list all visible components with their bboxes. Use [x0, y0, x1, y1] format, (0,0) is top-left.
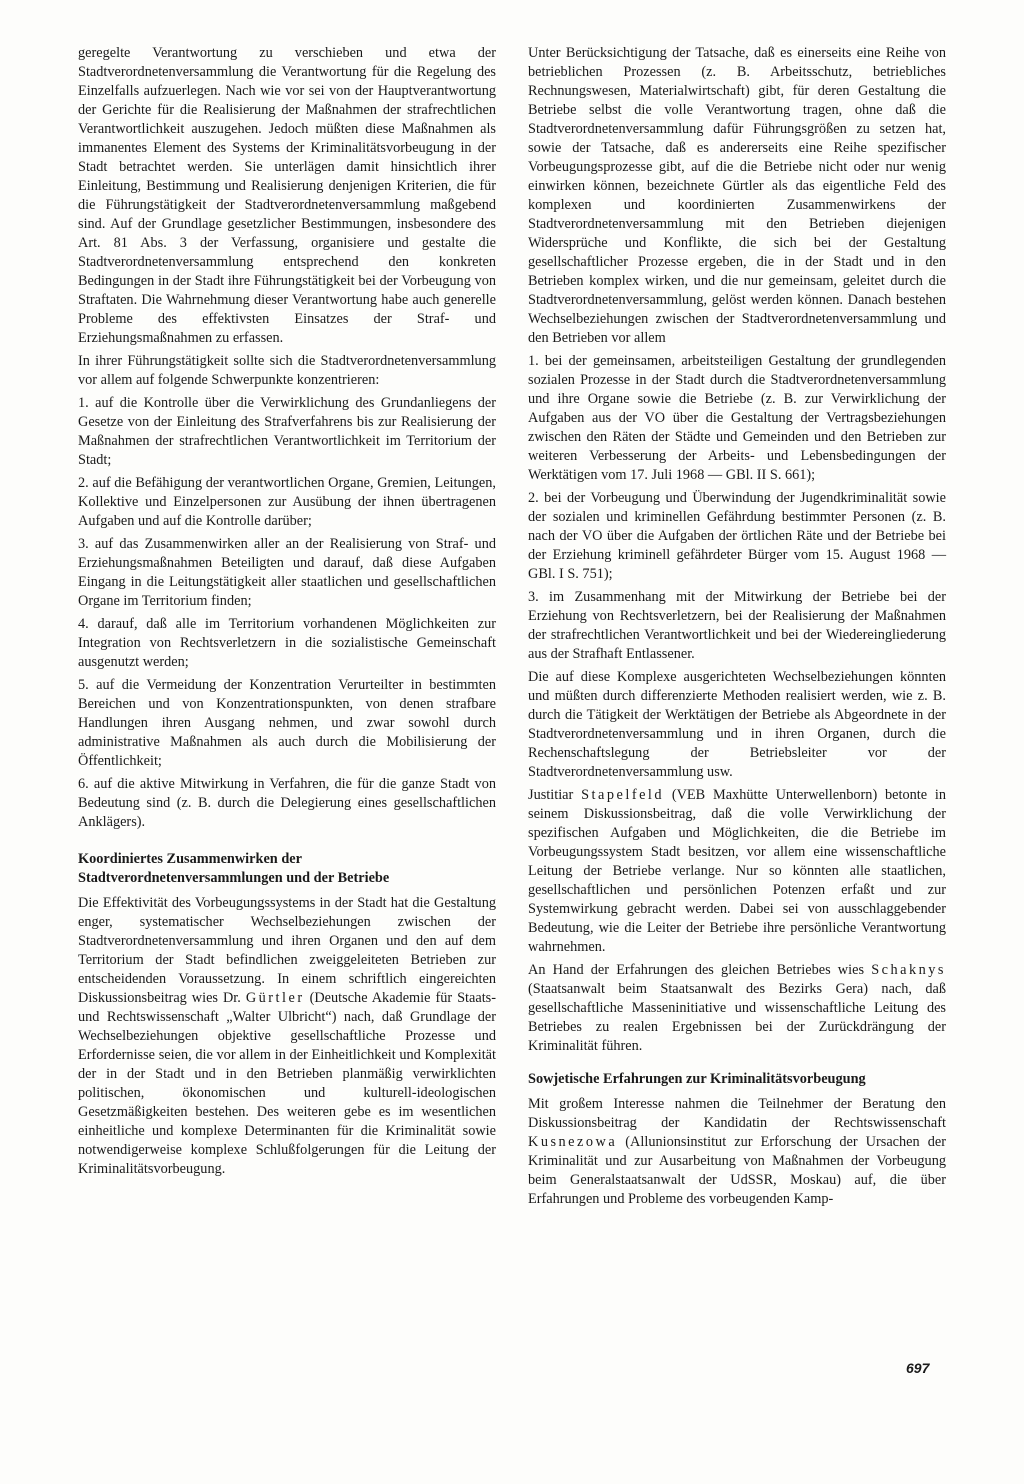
paragraph-text: (Deutsche Akademie für Staats- und Rechtswissenschaft „Walter Ulbricht“) nach, daß Grundlage der Wechselbeziehungen objektive gesellschaftliche Prozesse und Erfordernisse seien, die vor allem in der Einheitlichkeit und Komplexität der in der Stadt und in den Betrieben planmäßig verwirklichten politischen, ökonomischen und kulturell-ideologischen Gesetzmäßigkeiten bestehen. Des weiteren gebe es im wesentlichen einheitliche und komplexe Determinanten für die Kriminalität sowie notwendigerweise komplexe Schlußfolgerungen für die Leitung der Kriminalitätsvorbeugung.: [78, 990, 497, 1177]
person-name: Kusnezowa: [528, 1134, 618, 1150]
paragraph-text: (Staatsanwalt beim Staatsanwalt des Bezirks Gera) nach, daß gesellschaftliche Masseninitiative und wissenschaftliche Leitung des Betriebes zu realen Ergebnissen bei der Zurückdrängung der Kriminalität führen.: [528, 981, 946, 1054]
paragraph: [78, 894, 496, 1179]
list-item: 2. auf die Befähigung der verantwortlichen Organe, Gremien, Leitungen, Kollektive und Einzelpersonen zur Ausübung der ihnen übertragenen Aufgaben und auf die Kontrolle darüber;: [78, 475, 496, 529]
list-item: 2. bei der Vorbeugung und Überwindung der Jugendkriminalität sowie der sozialen und kriminellen Gefährdung bestimmter Personen (z. B. nach der VO über die Aufgaben der örtlichen Räte und der Betriebe bei der Erziehung kriminell gefährdeter Bürger vom 15. August 1968 — GBl. I S. 751);: [528, 490, 946, 582]
paragraph: Unter Berücksichtigung der Tatsache, daß es einerseits eine Reihe von betrieblichen Prozessen (z. B. Arbeitsschutz, betriebliches Rechnungswesen, Materialwirtschaft) gibt, für deren Gestaltung die Betriebe selbst die volle Verantwortung tragen, ohne daß die Stadtverordnetenversammlung dafür Führungsgrößen zu setzen hat, sowie der Tatsache, daß es andererseits eine Reihe spezifischer Vorbeugungsprozesse gibt, auf die die Betriebe nicht oder nur wenig einwirken können, bezeichnete Gürtler als das eigentliche Feld des komplexen und koordinierten Zusammenwirkens der Stadtverordnetenversammlung mit den Betrieben diejenigen Widersprüche und Konflikte, die sich bei der Gestaltung gesellschaftlicher Prozesse ergeben, die in der Stadt und in den Betrieben komplex wirken, und die nur gemeinsam, geleitet durch die Stadtverordnetenversammlung, gelöst werden können. Danach bestehen Wechselbeziehungen zwischen der Stadtverordnetenversammlung und den Betrieben vor allem: [528, 45, 946, 346]
paragraph-text: (Allunionsinstitut zur Erforschung der Ursachen der Kriminalität und zur Ausarbeitung von Maßnahmen der Vorbeugung beim Generalstaatsanwalt der UdSSR, Moskau) auf, die über Erfahrungen und Probleme des vorbeugenden Kamp-: [528, 1134, 947, 1207]
paragraph-text: (VEB Maxhütte Unterwellenborn) betonte in seinem Diskussionsbeitrag, daß die volle Verwirklichung der spezifischen Aufgaben und Möglichkeiten, die die Betriebe im Vorbeugungssystem Stadt besitzen, vor allem eine wissenschaftliche Leitung der Betriebe verlange. Nur so könnten alle staatlichen, gesellschaftlichen und persönlichen Potenzen erfaßt und zur Systemwirkung gebracht werden. Dabei sei von ausschlaggebender Bedeutung, wie die Leiter der Betriebe ihre persönliche Verantwortung wahrnehmen.: [528, 787, 946, 955]
paragraph-text: Mit großem Interesse nahmen die Teilnehmer der Beratung den Diskussionsbeitrag der Kandidatin der Rechtswissenschaft: [528, 1096, 946, 1131]
section-heading: Sowjetische Erfahrungen zur Kriminalitätsvorbeugung: [528, 1071, 866, 1087]
page-number: 697: [906, 1360, 930, 1376]
section-heading: Koordiniertes Zusammenwirken der Stadtverordnetenversammlungen und der Betriebe: [78, 851, 390, 886]
paragraph-text: Die Effektivität des Vorbeugungssystems in der Stadt hat die Gestaltung enger, systematischer Wechselbeziehungen zwischen der Stadtverordnetenversammlung und ihren Organen und den auf dem Territorium der Stadt befindlichen zweiggeleiteten Betrieben zur entscheidenden Voraussetzung. In einem schriftlich eingereichten Diskussionsbeitrag wies Dr.: [78, 895, 496, 1006]
list-item: 6. auf die aktive Mitwirkung in Verfahren, die für die ganze Stadt von Bedeutung sind (z. B. durch die Delegierung eines gesellschaftlichen Anklägers).: [78, 776, 496, 830]
paragraph: [528, 786, 946, 957]
paragraph: Die auf diese Komplexe ausgerichteten Wechselbeziehungen könnten und müßten durch differenzierte Methoden realisiert werden, wie z. B. durch die Tätigkeit der Werktätigen der Betriebe als Abgeordnete in der Stadtverordnetenversammlung und in ihren Organen, durch die Rechenschaftslegung der Betriebsleiter vor der Stadtverordnetenversammlung usw.: [528, 669, 946, 780]
list-item: 4. darauf, daß alle im Territorium vorhandenen Möglichkeiten zur Integration von Rechtsverletzern in die sozialistische Gemeinschaft ausgenutzt werden;: [78, 616, 496, 670]
list-item: 1. auf die Kontrolle über die Verwirklichung des Grundanliegens der Gesetze von der Einleitung des Strafverfahrens bis zur Realisierung der Maßnahmen der strafrechtlichen Verantwortlichkeit im Territorium der Stadt;: [78, 395, 496, 468]
paragraph: [528, 961, 946, 1056]
person-name: Stapelfeld: [581, 787, 665, 803]
paragraph: [528, 1095, 946, 1209]
right-column: [528, 44, 946, 1213]
left-column: [78, 44, 496, 1183]
paragraph-text: An Hand der Erfahrungen des gleichen Betriebes wies: [528, 962, 865, 978]
list-item: 3. im Zusammenhang mit der Mitwirkung der Betriebe bei der Erziehung von Rechtsverletzern, bei der Realisierung der Maßnahmen der strafrechtlichen Verantwortlichkeit und bei der Wiedereingliederung aus der Strafhaft Entlassener.: [528, 589, 946, 662]
list-item: 1. bei der gemeinsamen, arbeitsteiligen Gestaltung der grundlegenden sozialen Prozesse in der Stadt durch die Stadtverordnetenversammlung und ihre Organe sowie die Betriebe (z. B. zur Verwirklichung der Aufgaben aus der VO über die Gestaltung der Vertragsbeziehungen zwischen den Räten der Städte und Gemeinden und den Betrieben zur weiteren Verbesserung der Arbeits- und Lebensbedingungen der Werktätigen vom 17. Juli 1968 — GBl. II S. 661);: [528, 353, 946, 483]
person-name: Schaknys: [871, 962, 946, 978]
paragraph-text: Justitiar: [528, 787, 574, 803]
paragraph: geregelte Verantwortung zu verschieben und etwa der Stadtverordnetenversammlung die Verantwortung für die Regelung des Einzelfalls aufzuerlegen. Nach wie vor sei von der Hauptverantwortung der Gerichte für die Realisierung der Maßnahmen der strafrechtlichen Verantwortlichkeit auszugehen. Jedoch müßten diese Maßnahmen als immanentes Element des Systems der Kriminalitätsvorbeugung in der Stadt betrachtet werden. Sie unterlägen damit hinsichtlich ihrer Einleitung, Bestimmung und Realisierung denjenigen Kriterien, die für die Führungstätigkeit der Stadtverordnetenversammlung maßgebend sind. Auf der Grundlage gesetzlicher Bestimmungen, insbesondere des Art. 81 Abs. 3 der Verfassung, organisiere und gestalte die Stadtverordnetenversammlung entsprechend den konkreten Bedingungen in der Stadt ihre Führungstätigkeit bei der Vorbeugung von Straftaten. Die Wahrnehmung dieser Verantwortung habe auch generelle Probleme des effektivsten Einsatzes der Straf- und Erziehungsmaßnahmen zu erfassen.: [78, 45, 496, 346]
list-item: 3. auf das Zusammenwirken aller an der Realisierung von Straf- und Erziehungsmaßnahmen Beteiligten und darauf, daß diese Aufgaben Eingang in die Leitungstätigkeit aller staatlichen und gesellschaftlichen Organe im Territorium finden;: [78, 536, 496, 609]
list-item: 5. auf die Vermeidung der Konzentration Verurteilter in bestimmten Bereichen und von Konzentrationspunkten, von denen strafbare Handlungen ihren Ausgang nehmen, und zwar sowohl durch administrative Maßnahmen als auch durch die Mobilisierung der Öffentlichkeit;: [78, 677, 496, 769]
person-name: Gürtler: [245, 990, 305, 1006]
paragraph: In ihrer Führungstätigkeit sollte sich die Stadtverordnetenversammlung vor allem auf folgende Schwerpunkte konzentrieren:: [78, 353, 496, 388]
